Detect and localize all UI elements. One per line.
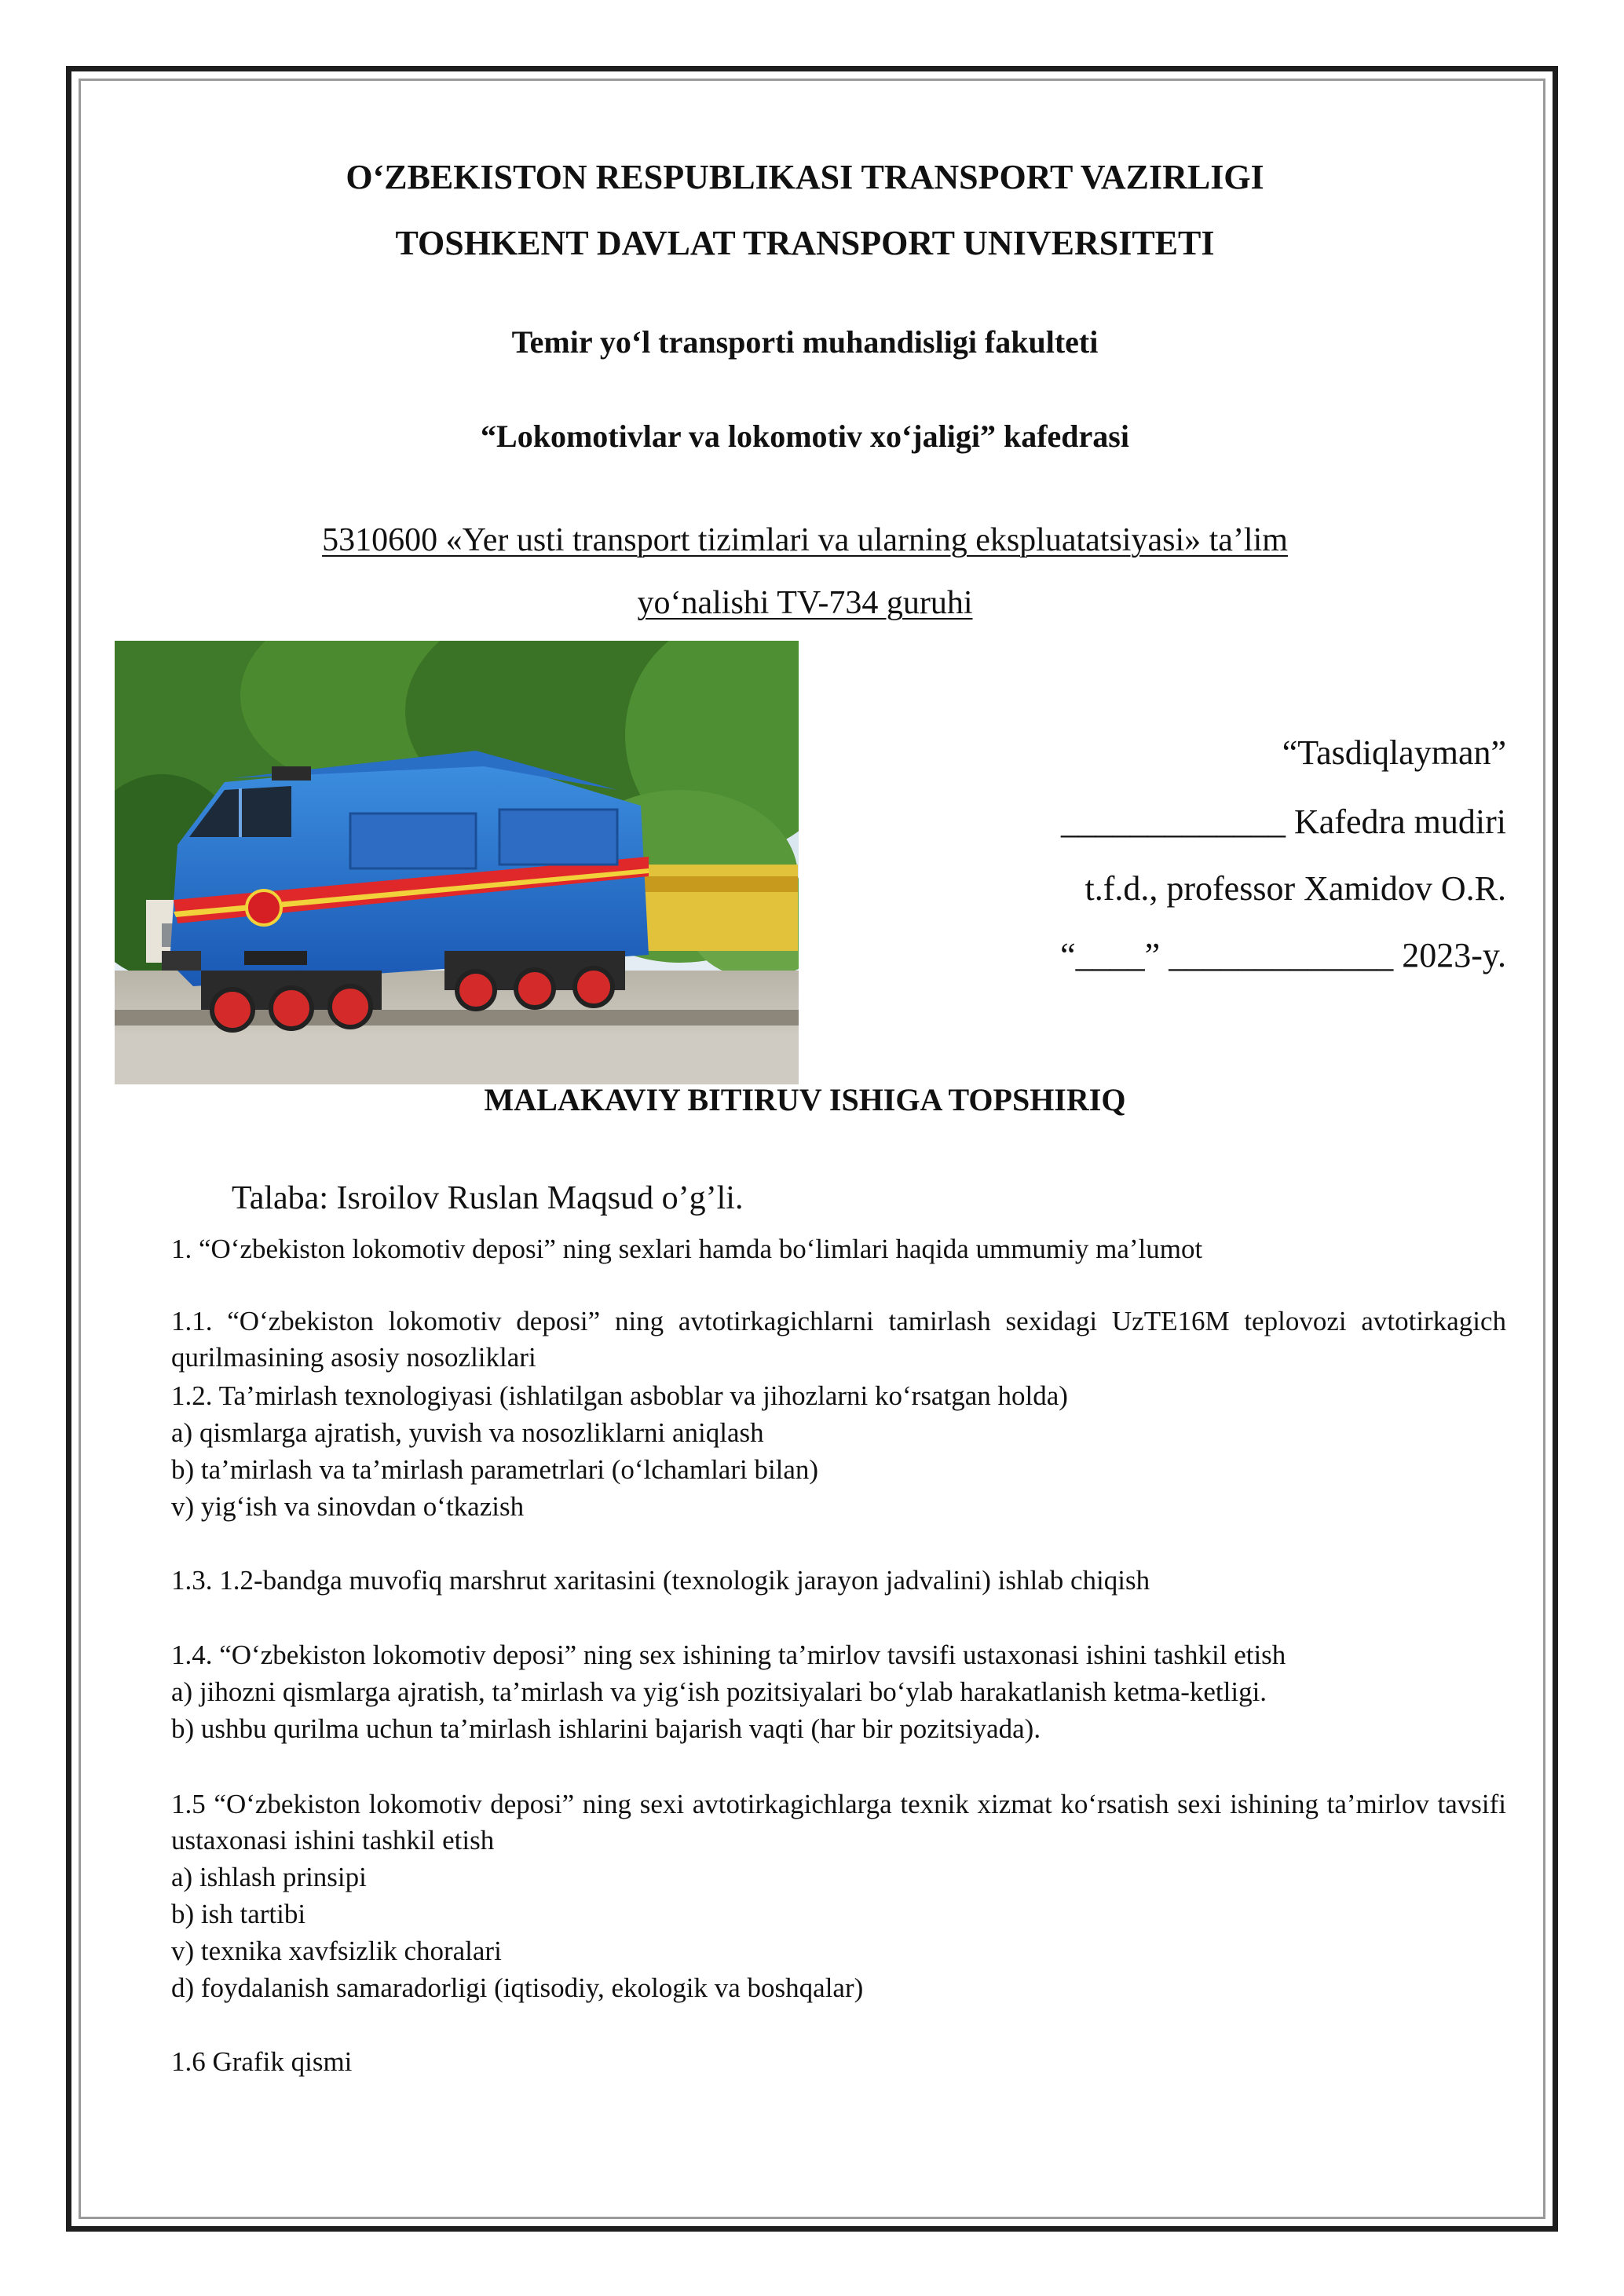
specialty-text-1: 5310600 «Yer usti transport tizimlari va ularning ekspluatatsiyasi» ta’lim [322, 522, 1288, 558]
approval-title: “Tasdiqlayman” [1282, 733, 1506, 772]
student-name: Talaba: Isroilov Ruslan Maqsud o’g’li. [232, 1180, 744, 1216]
item-1-1: 1.1. “O‘zbekiston lokomotiv deposi” ning avtotirkagichlarni tamirlash sexidagi UzTE16M teplovozi avtotirkagich qurilmasining asosiy nosozliklari [171, 1306, 1506, 1373]
item-1-5-d: d) foydalanish samaradorligi (iqtisodiy, ekologik va boshqalar) [171, 1972, 864, 2003]
specialty-text-2: yo‘nalishi TV-734 guruhi [637, 585, 973, 621]
item-1-3: 1.3. 1.2-bandga muvofiq marshrut xaritasini (texnologik jarayon jadvalini) ishlab chiqish [171, 1565, 1150, 1596]
item-1: 1. “O‘zbekiston lokomotiv deposi” ning sexlari hamda bo‘limlari haqida ummumiy ma’lumot [171, 1234, 1203, 1264]
item-1-6: 1.6 Grafik qismi [171, 2046, 353, 2077]
item-1-5: 1.5 “O‘zbekiston lokomotiv deposi” ning sexi avtotirkagichlarga texnik xizmat ko‘rsatish sexi ishining ta’mirlov tavsifi ustaxonasi ishini tashkil etish [171, 1789, 1506, 1855]
specialty-line-1 [110, 517, 1500, 564]
item-1-2-b: b) ta’mirlash va ta’mirlash parametrlari (o‘lchamlari bilan) [171, 1454, 819, 1485]
item-1-2-v: v) yig‘ish va sinovdan o‘tkazish [171, 1491, 525, 1522]
document-title: MALAKAVIY BITIRUV ISHIGA TOPSHIRIQ [484, 1082, 1126, 1117]
item-1-4-b: b) ushbu qurilma uchun ta’mirlash ishlarini bajarish vaqti (har bir pozitsiyada). [171, 1713, 1041, 1744]
approval-head: _____________ Kafedra mudiri [1061, 803, 1506, 841]
ministry-heading: O‘ZBEKISTON RESPUBLIKASI TRANSPORT VAZIRLIGI [346, 158, 1264, 196]
item-1-4-a: a) jihozni qismlarga ajratish, ta’mirlash va yig‘ish pozitsiyalari bo‘ylab harakatlanish ketma-ketligi. [171, 1676, 1267, 1707]
locomotive-photo [115, 641, 799, 1084]
item-1-2-a: a) qismlarga ajratish, yuvish va nosozliklarni aniqlash [171, 1417, 764, 1448]
approval-date: “____” _____________ 2023-y. [1060, 936, 1506, 974]
item-1-5-b: b) ish tartibi [171, 1899, 306, 1929]
specialty-line-2 [110, 579, 1500, 627]
approval-professor: t.f.d., professor Xamidov O.R. [1084, 869, 1506, 908]
item-1-5-a: a) ishlash prinsipi [171, 1862, 367, 1892]
item-1-5-v: v) texnika xavfsizlik choralari [171, 1936, 502, 1966]
department-heading: “Lokomotivlar va lokomotiv xo‘jaligi” kafedrasi [481, 419, 1129, 454]
university-heading: TOSHKENT DAVLAT TRANSPORT UNIVERSITETI [395, 224, 1215, 262]
item-1-2: 1.2. Ta’mirlash texnologiyasi (ishlatilgan asboblar va jihozlarni ko‘rsatgan holda) [171, 1380, 1068, 1411]
faculty-heading: Temir yo‘l transporti muhandisligi fakulteti [511, 324, 1099, 360]
item-1-4: 1.4. “O‘zbekiston lokomotiv deposi” ning sex ishining ta’mirlov tavsifi ustaxonasi ishini tashkil etish [171, 1640, 1286, 1670]
